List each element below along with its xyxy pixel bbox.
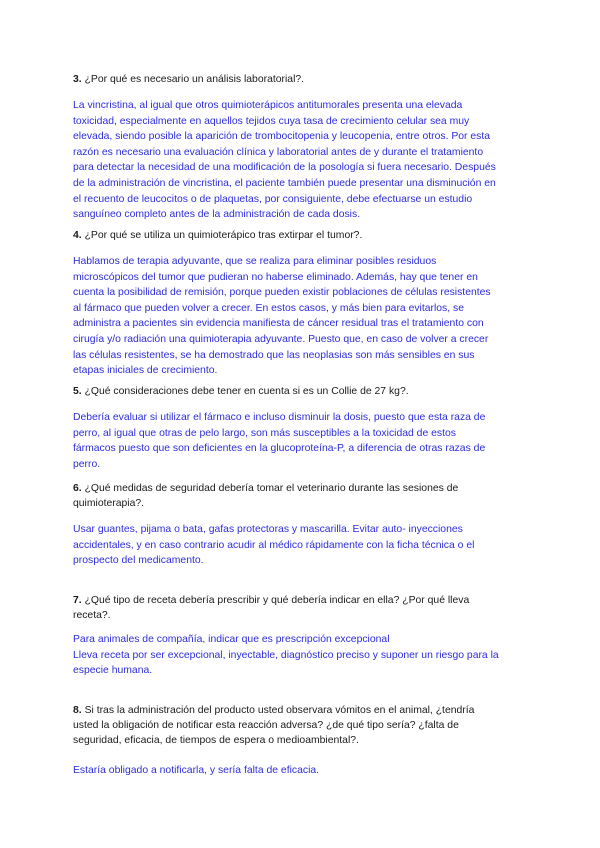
question-text: ¿Por qué es necesario un análisis laboratorial?. — [84, 74, 305, 85]
answer-line: fármacos puesto que son deficientes en la glucoproteína-P, a diferencia de otras razas de — [73, 443, 486, 455]
answer-line: accidentales, y en caso contrario acudir al médico rápidamente con la ficha técnica o el — [73, 539, 475, 551]
answer-line: perro, al igual que otras de pelo largo, son más susceptibles a la toxicidad de estos — [73, 427, 456, 439]
answer-line: razón es necesario una evaluación clínica y laboratorial antes de y durante el tratamiento — [73, 146, 484, 158]
question-4 — [73, 228, 535, 243]
question-text: ¿Qué tipo de receta debería prescribir y qué debería indicar en ella? ¿Por qué lleva — [84, 595, 470, 606]
answer-line: sanguíneo completo antes de la administración de cada dosis. — [73, 209, 361, 221]
answer-line: cuenta la posibilidad de remisión, porque pueden existir poblaciones de células resistentes — [73, 287, 491, 299]
question-text: Si tras la administración del producto usted observara vómitos en el animal, ¿tendría — [84, 705, 475, 716]
question-number: 4. — [73, 230, 82, 241]
answer-line: cirugía y/o radiación una quimioterapia adyuvante. Puesto que, en caso de volver a crecer — [73, 333, 489, 345]
answer-line: elevada, siendo posible la aparición de trombocitopenia y leucopenia, entre otros. Por esta — [73, 131, 491, 143]
question-text: ¿Qué consideraciones debe tener en cuenta si es un Collie de 27 kg?. — [84, 386, 409, 397]
answer-line: Debería evaluar si utilizar el fármaco e incluso disminuir la dosis, puesto que esta raza de — [73, 412, 486, 423]
question-number: 8. — [73, 705, 82, 716]
question-6 — [73, 481, 535, 511]
answer-6 — [73, 522, 535, 569]
answer-line: Para animales de compañía, indicar que es prescripción excepcional — [73, 634, 390, 645]
question-5 — [73, 384, 535, 399]
answer-7 — [73, 632, 535, 679]
question-text: ¿Por qué se utiliza un quimioterápico tras extirpar el tumor?. — [84, 230, 363, 241]
question-number: 5. — [73, 386, 82, 397]
question-text: seguridad, eficacia, de tiempos de espera o medioambiental?. — [73, 735, 359, 746]
question-text: quimioterapia?. — [73, 498, 145, 509]
answer-8 — [73, 763, 535, 779]
question-8 — [73, 703, 535, 748]
question-text: usted la obligación de notificar esta reacción adversa? ¿de qué tipo sería? ¿falta de — [73, 720, 459, 731]
question-text: ¿Qué medidas de seguridad debería tomar el veterinario durante las sesiones de — [84, 483, 459, 494]
answer-line: prospecto del medicamento. — [73, 555, 204, 567]
question-3 — [73, 72, 535, 87]
question-7 — [73, 593, 535, 623]
answer-line: al fármaco que pueden volver a crecer. En estos casos, y más bien para evitarlos, se — [73, 302, 465, 314]
answer-line: toxicidad, especialmente en aquellos tejidos cuya tasa de crecimiento celular sea muy — [73, 115, 470, 127]
answer-line: perro. — [73, 458, 101, 470]
question-number: 7. — [73, 595, 82, 606]
answer-line: microscópicos del tumor que pudieran no haberse eliminado. Además, hay que tener en — [73, 271, 478, 283]
answer-3 — [73, 98, 535, 223]
answer-line: el recuento de leucocitos o de plaquetas, por consiguiente, debe efectuarse un estudio — [73, 193, 473, 205]
answer-line: para detectar la necesidad de una modificación de la posología si fuera necesario. Después — [73, 162, 496, 174]
answer-line: Usar guantes, pijama o bata, gafas protectoras y mascarilla. Evitar auto- inyecciones — [73, 524, 463, 535]
question-number: 3. — [73, 74, 82, 85]
question-number: 6. — [73, 483, 82, 494]
answer-5 — [73, 410, 535, 472]
answer-line: etapas iniciales de crecimiento. — [73, 365, 218, 377]
answer-line: Lleva receta por ser excepcional, inyectable, diagnóstico preciso y suponer un riesgo para la — [73, 649, 499, 661]
answer-line: especie humana. — [73, 665, 153, 677]
answer-line: Hablamos de terapia adyuvante, que se realiza para eliminar posibles residuos — [73, 256, 437, 267]
answer-line: Estaría obligado a notificarla, y sería falta de eficacia. — [73, 765, 320, 776]
answer-line: las células resistentes, se ha demostrado que las neoplasias son más sensibles en sus — [73, 349, 475, 361]
answer-line: La vincristina, al igual que otros quimioterápicos antitumorales presenta una elevada — [73, 100, 463, 111]
answer-line: de la administración de vincristina, el paciente también puede presentar una disminución en — [73, 177, 496, 189]
answer-4 — [73, 254, 535, 379]
question-text: receta?. — [73, 610, 111, 621]
answer-line: administra a pacientes sin evidencia manifiesta de cáncer residual tras el tratamiento con — [73, 318, 484, 330]
